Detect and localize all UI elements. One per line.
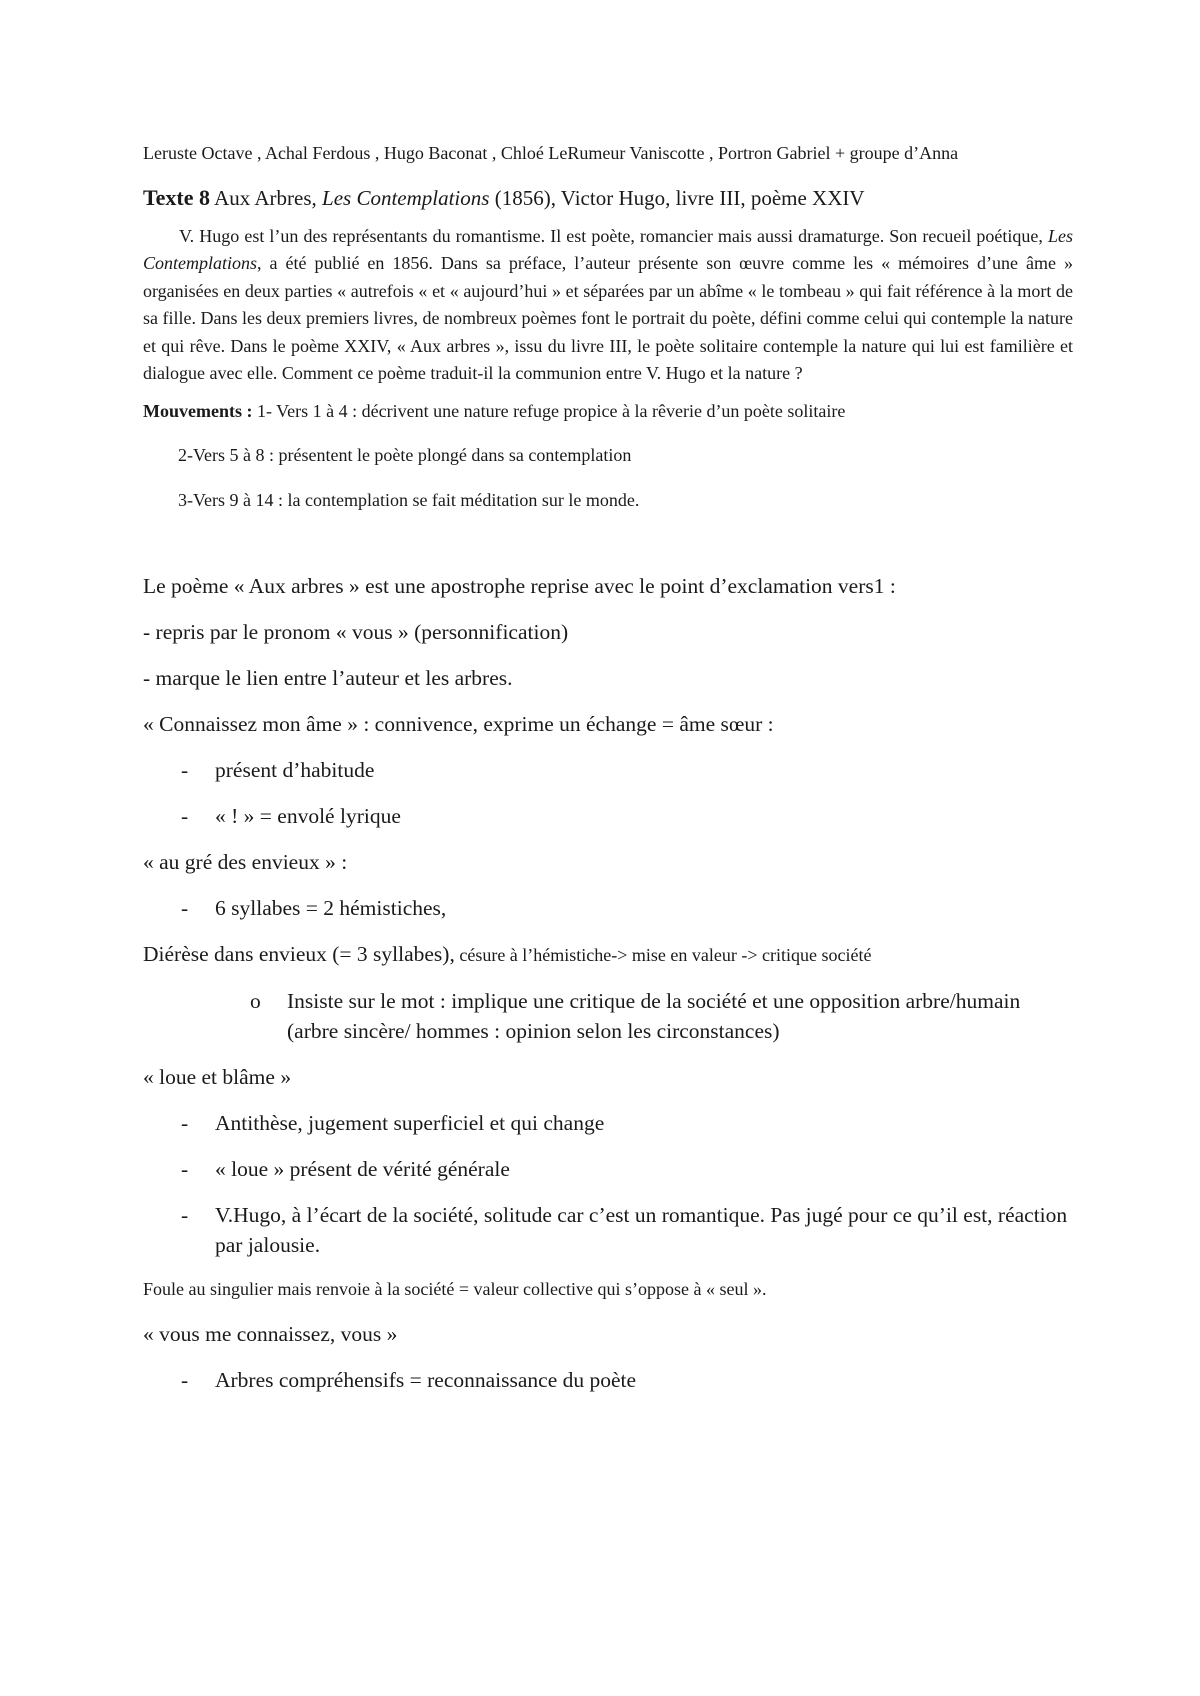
list-item-text: 6 syllabes = 2 hémistiches,	[215, 896, 447, 920]
dierese-text: Diérèse dans envieux (= 3 syllabes),	[143, 942, 455, 966]
note-lien: - marque le lien entre l’auteur et les arbres.	[143, 666, 513, 690]
list-item	[143, 893, 1073, 923]
dash-marker: -	[181, 804, 189, 828]
list-item	[143, 755, 1073, 785]
intro-part1: V. Hugo est l’un des représentants du romantisme. Il est poète, romancier mais aussi dramaturge. Son recueil poétique,	[179, 225, 1048, 246]
note-apostrophe: Le poème « Aux arbres » est une apostrophe reprise avec le point d’exclamation vers1 :	[143, 574, 896, 598]
note-vous-connaissez: « vous me connaissez, vous »	[143, 1322, 398, 1346]
mouvement-1	[143, 398, 1073, 426]
list-item	[143, 1108, 1073, 1138]
title-label: Texte 8	[143, 184, 211, 210]
dash-marker: -	[181, 1368, 189, 1392]
dash-marker: -	[181, 1203, 189, 1227]
circle-marker: o	[250, 989, 261, 1013]
document-title	[143, 183, 1073, 213]
dash-marker: -	[181, 1157, 189, 1181]
note-pronom: - repris par le pronom « vous » (personnification)	[143, 620, 569, 644]
mouvement-3: 3-Vers 9 à 14 : la contemplation se fait méditation sur le monde.	[178, 489, 640, 510]
note-connaissez: « Connaissez mon âme » : connivence, exprime un échange = âme sœur :	[143, 712, 774, 736]
list-item-text: « loue » présent de vérité générale	[215, 1157, 510, 1181]
cesure-text: césure à l’hémistiche-> mise en valeur -> critique société	[454, 945, 872, 965]
dash-marker: -	[181, 896, 189, 920]
dash-marker: -	[181, 1111, 189, 1135]
list-item-text: V.Hugo, à l’écart de la société, solitude car c’est un romantique. Pas jugé pour ce qu’il est, réaction par jalousie.	[215, 1203, 1068, 1257]
intro-paragraph	[143, 223, 1073, 388]
list-item	[143, 1365, 1073, 1395]
list-item	[143, 1200, 1073, 1260]
list-item-text: présent d’habitude	[215, 758, 375, 782]
dash-marker: -	[181, 758, 189, 782]
intro-part2: , a été publié en 1856. Dans sa préface, l’auteur présente son œuvre comme les « mémoires d’une âme » organisées en deux parties « autrefois « et « aujourd’hui » et séparées par un abîme « le tombeau » qui fait référence à la mort de sa fille. Dans les deux premiers livres, de nombreux poèmes font le portrait du poète, défini comme celui qui contemple la nature et qui rêve. Dans le poème XXIV, « Aux arbres », issu du livre III, le poète solitaire contemple la nature qui lui est familière et dialogue avec elle. Comment ce poème traduit-il la communion entre V. Hugo et la nature ?	[143, 253, 1073, 383]
list-item	[143, 801, 1073, 831]
mouvements-label: Mouvements :	[143, 400, 253, 421]
title-collection: Les Contemplations	[322, 185, 490, 210]
note-foule: Foule au singulier mais renvoie à la société = valeur collective qui s’oppose à « seul ».	[143, 1279, 767, 1299]
title-work: Aux Arbres,	[210, 185, 323, 210]
list-item-text: Antithèse, jugement superficiel et qui change	[215, 1111, 605, 1135]
intro-italic: Les Contemplations	[143, 225, 1073, 273]
spacer	[143, 531, 1073, 571]
note-dierese	[143, 939, 1073, 970]
authors-line: Leruste Octave , Achal Ferdous , Hugo Baconat , Chloé LeRumeur Vaniscotte , Portron Gabriel + groupe d’Anna	[143, 143, 959, 163]
sublist-item-text: Insiste sur le mot : implique une critique de la société et une opposition arbre/humain (arbre sincère/ hommes : opinion selon les circonstances)	[287, 989, 1021, 1043]
note-envieux: « au gré des envieux » :	[143, 850, 348, 874]
list-item	[143, 1154, 1073, 1184]
list-item-text: Arbres compréhensifs = reconnaissance du poète	[215, 1368, 637, 1392]
list-item-text: « ! » = envolé lyrique	[215, 804, 401, 828]
mouvement-1-text: 1- Vers 1 à 4 : décrivent une nature refuge propice à la rêverie d’un poète solitaire	[252, 400, 846, 421]
mouvement-2: 2-Vers 5 à 8 : présentent le poète plongé dans sa contemplation	[178, 445, 632, 465]
sublist-item	[143, 986, 1073, 1046]
note-loue-blame: « loue et blâme »	[143, 1065, 292, 1089]
document-page	[143, 140, 1073, 1411]
title-rest: (1856), Victor Hugo, livre III, poème XXIV	[489, 185, 865, 210]
